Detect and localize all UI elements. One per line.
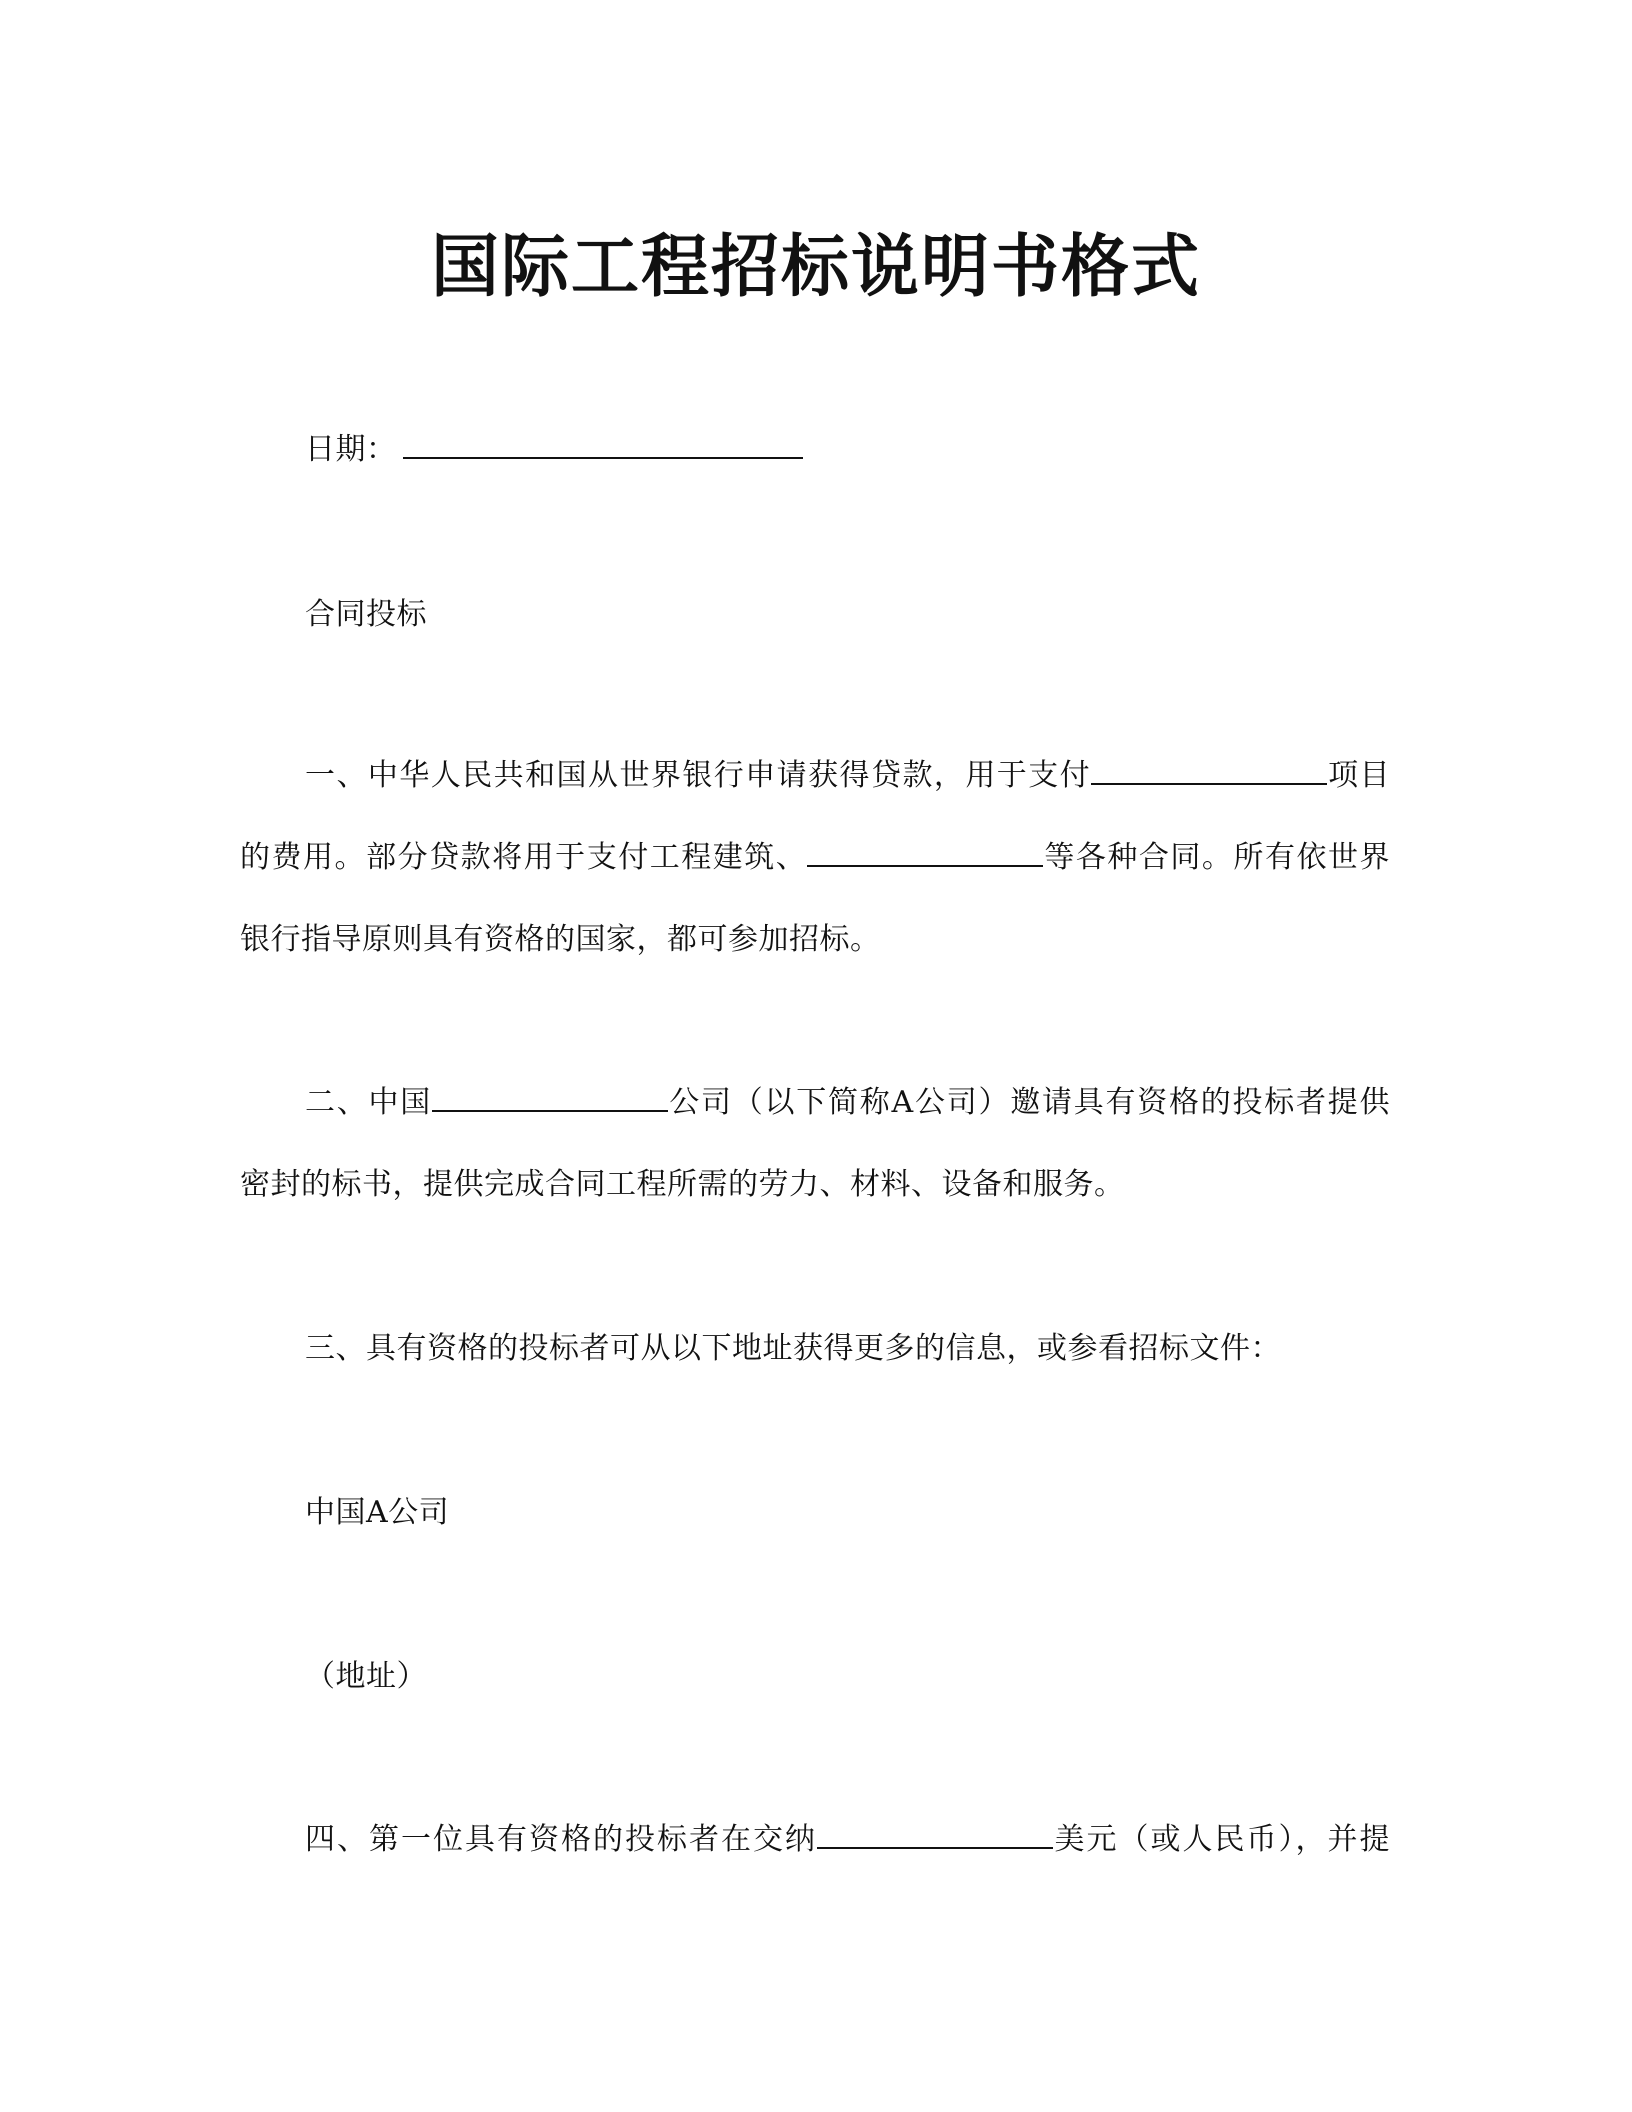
p2-text-b: 公司（以下简称A公司）邀请具有资格的投标者提供 [668, 1085, 1390, 1120]
company-name-blank-field[interactable] [432, 1080, 668, 1112]
p1-text-c: 的费用。部分贷款将用于支付工程建筑、 [240, 840, 808, 875]
date-line [305, 427, 1455, 473]
paragraph-2-line-1 [305, 1080, 1390, 1126]
p1-text-d: 等各种合同。所有依世界 [1043, 840, 1391, 875]
p4-text-a: 四、第一位具有资格的投标者在交纳 [305, 1822, 817, 1857]
date-blank-field[interactable] [403, 427, 803, 459]
paragraph-3-line-1: 三、具有资格的投标者可从以下地址获得更多的信息，或参看招标文件： [305, 1331, 1281, 1366]
fee-amount-blank-field[interactable] [817, 1817, 1053, 1849]
contract-type-blank-field[interactable] [807, 835, 1043, 867]
date-label: 日期： [305, 432, 397, 467]
paragraph-4-line-1 [305, 1817, 1390, 1863]
document-title: 国际工程招标说明书格式 [430, 227, 1201, 307]
p2-text-a: 二、中国 [305, 1085, 433, 1120]
paragraph-2-line-2: 密封的标书，提供完成合同工程所需的劳力、材料、设备和服务。 [240, 1167, 1125, 1202]
p1-text-a: 一、中华人民共和国从世界银行申请获得贷款，用于支付 [305, 758, 1092, 793]
company-name: 中国A公司 [305, 1495, 450, 1530]
paragraph-1-line-2 [240, 835, 1390, 881]
section-heading: 合同投标 [305, 597, 427, 632]
p1-text-b: 项目 [1327, 758, 1391, 793]
address-placeholder: （地址） [305, 1659, 427, 1694]
paragraph-1-line-1 [305, 753, 1390, 799]
project-blank-field[interactable] [1091, 753, 1327, 785]
p4-text-b: 美元（或人民币），并提 [1053, 1822, 1390, 1857]
paragraph-1-line-3: 银行指导原则具有资格的国家，都可参加招标。 [240, 922, 881, 957]
